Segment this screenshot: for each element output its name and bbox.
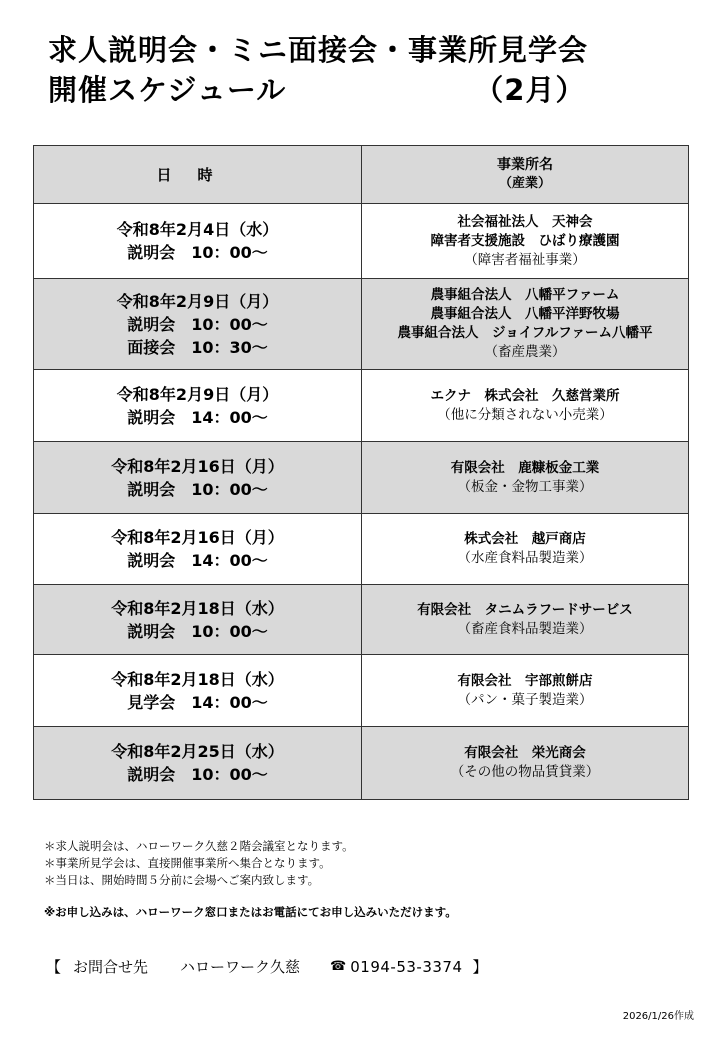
schedule-session: 説明会 14：00～ — [127, 551, 268, 570]
note-item: ＊当日は、開始時間５分前に会場へご案内致します。 — [44, 873, 320, 887]
phone-icon: ☎ — [330, 959, 347, 974]
table-row — [34, 585, 689, 655]
notes — [44, 838, 684, 889]
schedule-table — [33, 145, 689, 800]
table-row — [34, 655, 689, 727]
table-row — [34, 727, 689, 800]
schedule-session: 説明会 10：00～ — [127, 314, 268, 334]
schedule-date: 令和8年2月9日（月） — [116, 291, 279, 311]
table-body — [34, 204, 689, 800]
page-title — [48, 30, 688, 110]
schedule-date: 令和8年2月9日（月） — [116, 384, 279, 404]
contact-phone: 0194-53-3374 — [350, 958, 463, 976]
business-name: 農事組合法人 八幡平洋野牧場 — [430, 306, 620, 322]
industry-label: （他に分類されない小売業） — [437, 406, 613, 423]
schedule-datetime-cell — [34, 370, 362, 442]
industry-label: （畜産食料品製造業） — [457, 620, 593, 637]
schedule-session: 説明会 10：00～ — [127, 765, 268, 784]
business-cell — [362, 727, 689, 800]
schedule-datetime-cell — [34, 204, 362, 279]
schedule-date: 令和8年2月18日（水） — [111, 669, 284, 689]
business-cell — [362, 442, 689, 514]
business-cell — [362, 514, 689, 585]
business-cell — [362, 204, 689, 279]
business-name: 障害者支援施設 ひばり療護園 — [430, 232, 620, 249]
schedule-date: 令和8年2月25日（水） — [111, 742, 284, 761]
contact-open-bracket: 【 — [46, 958, 62, 976]
table-row — [34, 204, 689, 279]
business-name: 有限会社 タニムラフードサービス — [417, 601, 633, 618]
title-line-1: 求人説明会・ミニ面接会・事業所見学会 — [48, 33, 589, 67]
title-line-2 — [48, 70, 688, 110]
created-date: 2026/1/26作成 — [622, 1011, 694, 1022]
header-date: 日時 — [34, 146, 362, 204]
industry-label: （その他の物品賃貸業） — [450, 764, 600, 780]
schedule-session: 面接会 10：30～ — [127, 337, 268, 357]
contact-info — [46, 956, 686, 978]
industry-label: （水産食料品製造業） — [457, 550, 593, 566]
apply-note: ※お申し込みは、ハローワーク窓口またはお電話にてお申し込みいただけます。 — [44, 905, 457, 919]
business-name: 農事組合法人 ジョイフルファーム八幡平 — [397, 325, 653, 341]
contact-close-bracket: 】 — [472, 958, 488, 976]
industry-label: （板金・金物工事業） — [457, 478, 593, 495]
business-cell — [362, 279, 689, 370]
schedule-date: 令和8年2月16日（月） — [111, 456, 284, 476]
title-schedule: 開催スケジュール — [48, 73, 287, 107]
contact-org: ハローワーク久慈 — [180, 958, 301, 976]
note-item: ＊求人説明会は、ハローワーク久慈２階会議室となります。 — [44, 839, 354, 853]
schedule-datetime-cell — [34, 655, 362, 727]
title-month: （2月） — [474, 73, 586, 107]
business-name: 有限会社 宇部煎餅店 — [457, 672, 593, 689]
schedule-session: 説明会 10：00～ — [127, 243, 268, 262]
header-business-cell — [362, 146, 689, 204]
business-name: エクナ 株式会社 久慈営業所 — [430, 387, 620, 404]
industry-label: （畜産農業） — [484, 344, 566, 360]
schedule-session: 説明会 14：00～ — [127, 407, 268, 427]
business-cell — [362, 655, 689, 727]
header-business: 事業所名 — [497, 157, 553, 173]
schedule-datetime-cell — [34, 585, 362, 655]
schedule-date: 令和8年2月16日（月） — [111, 528, 284, 547]
schedule-datetime-cell — [34, 442, 362, 514]
table-header-row — [34, 146, 689, 204]
schedule-session: 説明会 10：00～ — [127, 479, 268, 499]
business-cell — [362, 370, 689, 442]
industry-label: （障害者福祉事業） — [464, 251, 586, 268]
header-industry: （産業） — [498, 176, 551, 191]
schedule-session: 説明会 10：00～ — [127, 621, 268, 641]
industry-label: （パン・菓子製造業） — [457, 691, 593, 708]
note-item: ＊事業所見学会は、直接開催事業所へ集合となります。 — [44, 856, 331, 870]
schedule-datetime-cell — [34, 514, 362, 585]
schedule-date: 令和8年2月4日（水） — [116, 220, 279, 239]
business-name: 有限会社 鹿糠板金工業 — [450, 459, 600, 476]
business-name: 株式会社 越戸商店 — [464, 531, 586, 547]
contact-label: お問合せ先 — [73, 958, 149, 976]
business-cell — [362, 585, 689, 655]
schedule-date: 令和8年2月18日（水） — [111, 598, 284, 618]
schedule-datetime-cell — [34, 279, 362, 370]
table-row — [34, 370, 689, 442]
schedule-session: 見学会 14：00～ — [127, 692, 268, 712]
business-name: 有限会社 栄光商会 — [464, 745, 586, 761]
business-name: 農事組合法人 八幡平ファーム — [430, 287, 620, 303]
business-name: 社会福祉法人 天神会 — [457, 213, 593, 230]
table-row — [34, 279, 689, 370]
schedule-datetime-cell — [34, 727, 362, 800]
table-row — [34, 442, 689, 514]
table-row — [34, 514, 689, 585]
